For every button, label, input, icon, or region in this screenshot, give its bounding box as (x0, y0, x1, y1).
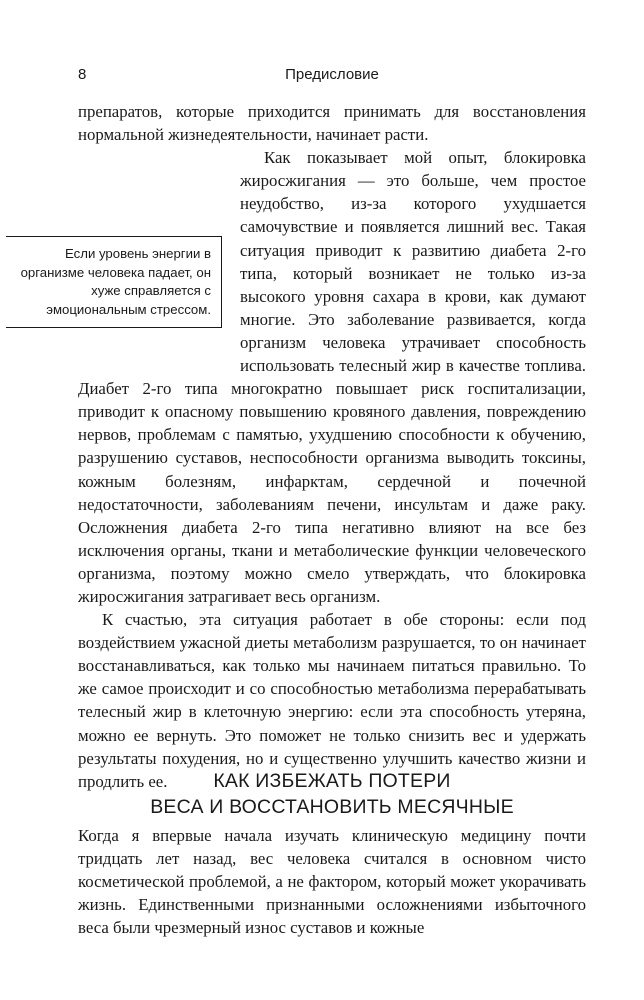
page-header (78, 66, 586, 92)
paragraph: препаратов, которые приходится принимать для восстановления нормальной жизнедеятельности, начинает расти. (78, 102, 586, 145)
paragraph-text: Как показывает мой опыт, блокировка жиросжигания — это больше, чем простое неудобство, из-за которого ухудшается самочувствие и появляется лишний вес. Такая ситуация приводит к развитию диабета 2-го типа, который возникает не только из-за высокого уровня сахара в крови, как думают многие. Это заболевание развивается, когда организм человека утрачивает способность использовать телесный жир в качестве топлива. Диабет 2-го типа многократно повышает риск госпитализации, приводит к опасному повышению кровяного давления, повреждению нервов, проблемам с памятью, ухудшению способности к обучению, разрушению суставов, неспособности организма выводить токсины, кожным болезням, инфарктам, сердечной и почечной недостаточности, заболеваниям печени, инсультам и даже раку. Осложнения диабета 2-го типа негативно влияют на все без исключения органы, ткани и метаболические функции человеческого организма, поэтому можно смело утверждать, что блокировка жиросжигания затрагивает весь организм. (78, 148, 586, 606)
pull-quote: Если уровень энергии в организме человека падает, он хуже справляется с эмоциональным стрессом. (6, 236, 222, 328)
section-text (78, 824, 586, 939)
paragraph: Когда я впервые начала изучать клиническую медицину почти тридцать лет назад, вес человека считался в основном чисто косметической проблемой, а не фактором, который может укорачивать жизнь. Единственными признанными осложнениями избыточного веса были чрезмерный износ суставов и кожные (78, 826, 586, 938)
main-text (78, 100, 586, 793)
page-number: 8 (78, 66, 87, 83)
section-heading-line: КАК ИЗБЕЖАТЬ ПОТЕРИ (213, 770, 451, 792)
running-title: Предисловие (285, 66, 379, 83)
section-heading-line: ВЕСА И ВОССТАНОВИТЬ МЕСЯЧНЫЕ (150, 796, 514, 818)
paragraph-with-float (78, 146, 586, 608)
section-heading (78, 768, 586, 820)
paragraph: К счастью, эта ситуация работает в обе стороны: если под воздействием ужасной диеты метаболизм разрушается, то он начинает восстанавливаться, как только мы начинаем питаться правильно. То же самое происходит и со способностью метаболизма перерабатывать телесный жир в клеточную энергию: если эта способность утеряна, можно ее вернуть. Это поможет не только снизить вес и удержать результаты похудения, но и существенно улучшить качество жизни и продлить ее. (78, 610, 586, 791)
